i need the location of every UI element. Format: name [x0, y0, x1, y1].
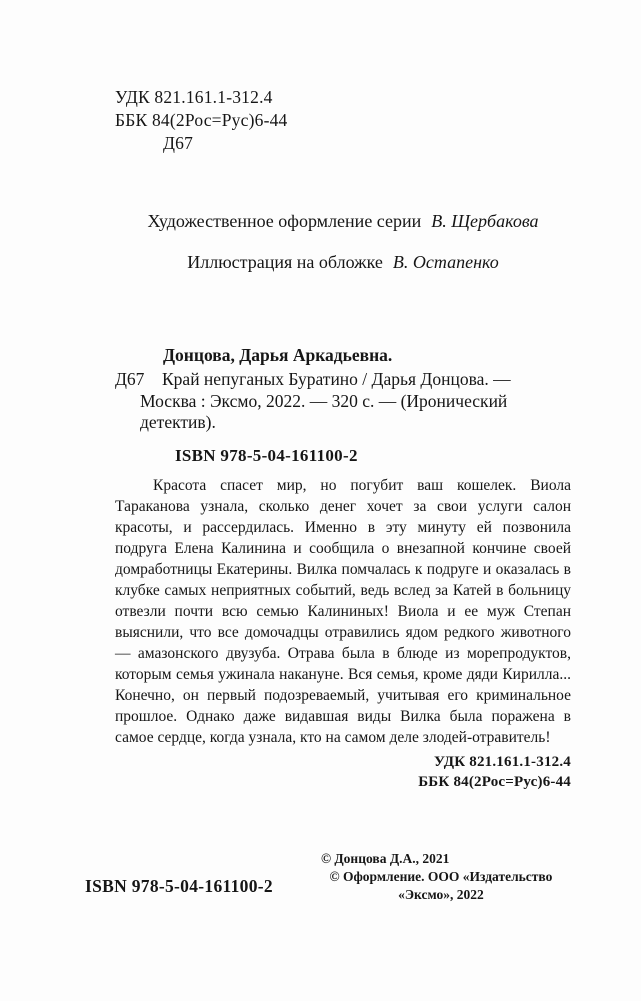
- series-design-credit: [115, 211, 571, 232]
- bibliographic-entry: [115, 369, 571, 434]
- bbk-code-bottom: ББК 84(2Рос=Рус)6-44: [418, 773, 571, 790]
- isbn-catalog: ISBN 978-5-04-161100-2: [175, 445, 358, 465]
- series-designer-name: В. Щербакова: [431, 211, 539, 231]
- udk-code-bottom: УДК 821.161.1-312.4: [434, 753, 571, 770]
- series-design-label: Художественное оформление серии: [147, 211, 422, 231]
- copyright-block: [321, 850, 561, 904]
- cover-illustrator-name: В. Остапенко: [392, 252, 499, 272]
- catalog-author-heading: Донцова, Дарья Аркадьевна.: [163, 345, 393, 365]
- cover-illustration-label: Иллюстрация на обложке: [187, 252, 383, 272]
- classification-codes-bottom: [115, 752, 571, 792]
- bibliographic-description: Край непуганых Буратино / Дарья Донцова. — Москва : Эксмо, 2022. — 320 с. — (Иронический детектив).: [140, 369, 511, 432]
- author-sign-code-entry: Д67: [115, 369, 145, 389]
- cover-illustration-credit: [115, 252, 571, 273]
- imprint-footer: [85, 850, 571, 904]
- isbn-footer: ISBN 978-5-04-161100-2: [85, 875, 273, 896]
- author-sign-code-top: Д67: [163, 133, 194, 153]
- copyright-author-line: © Донцова Д.А., 2021: [320, 850, 450, 866]
- copyright-publisher-line: © Оформление. ООО «Издательство «Эксмо», 2022: [329, 868, 553, 902]
- annotation-text: Красота спасет мир, но погубит ваш кошелек. Виола Тараканова узнала, сколько денег хочет за свои услуги салон красоты, и рассердилась. Именно в эту минуту ей позвонила подруга Елена Калинина и сообщила о внезапной кончине своей домработницы Екатерины. Вилка помчалась к подруге и оказалась в клубке самых неприятных событий, ведь вслед за Катей в больницу отвезли почти всю семью Калининых! Виола и ее муж Степан выяснили, что все домочадцы отравились ядом редкого животного — амазонского двузуба. Отрава была в блюде из морепродуктов, которым семья ужинала накануне. Вся семья, кроме дяди Кирилла... Конечно, он первый подозреваемый, учитывая его криминальное прошлое. Однако даже видавшая виды Вилка была поражена в самое сердце, когда узнала, кто на самом деле злодей-отравитель!: [115, 476, 571, 746]
- bbk-code-top: ББК 84(2Рос=Рус)6-44: [115, 110, 288, 130]
- udk-code-top: УДК 821.161.1-312.4: [115, 87, 273, 107]
- classification-codes-top: [115, 86, 571, 155]
